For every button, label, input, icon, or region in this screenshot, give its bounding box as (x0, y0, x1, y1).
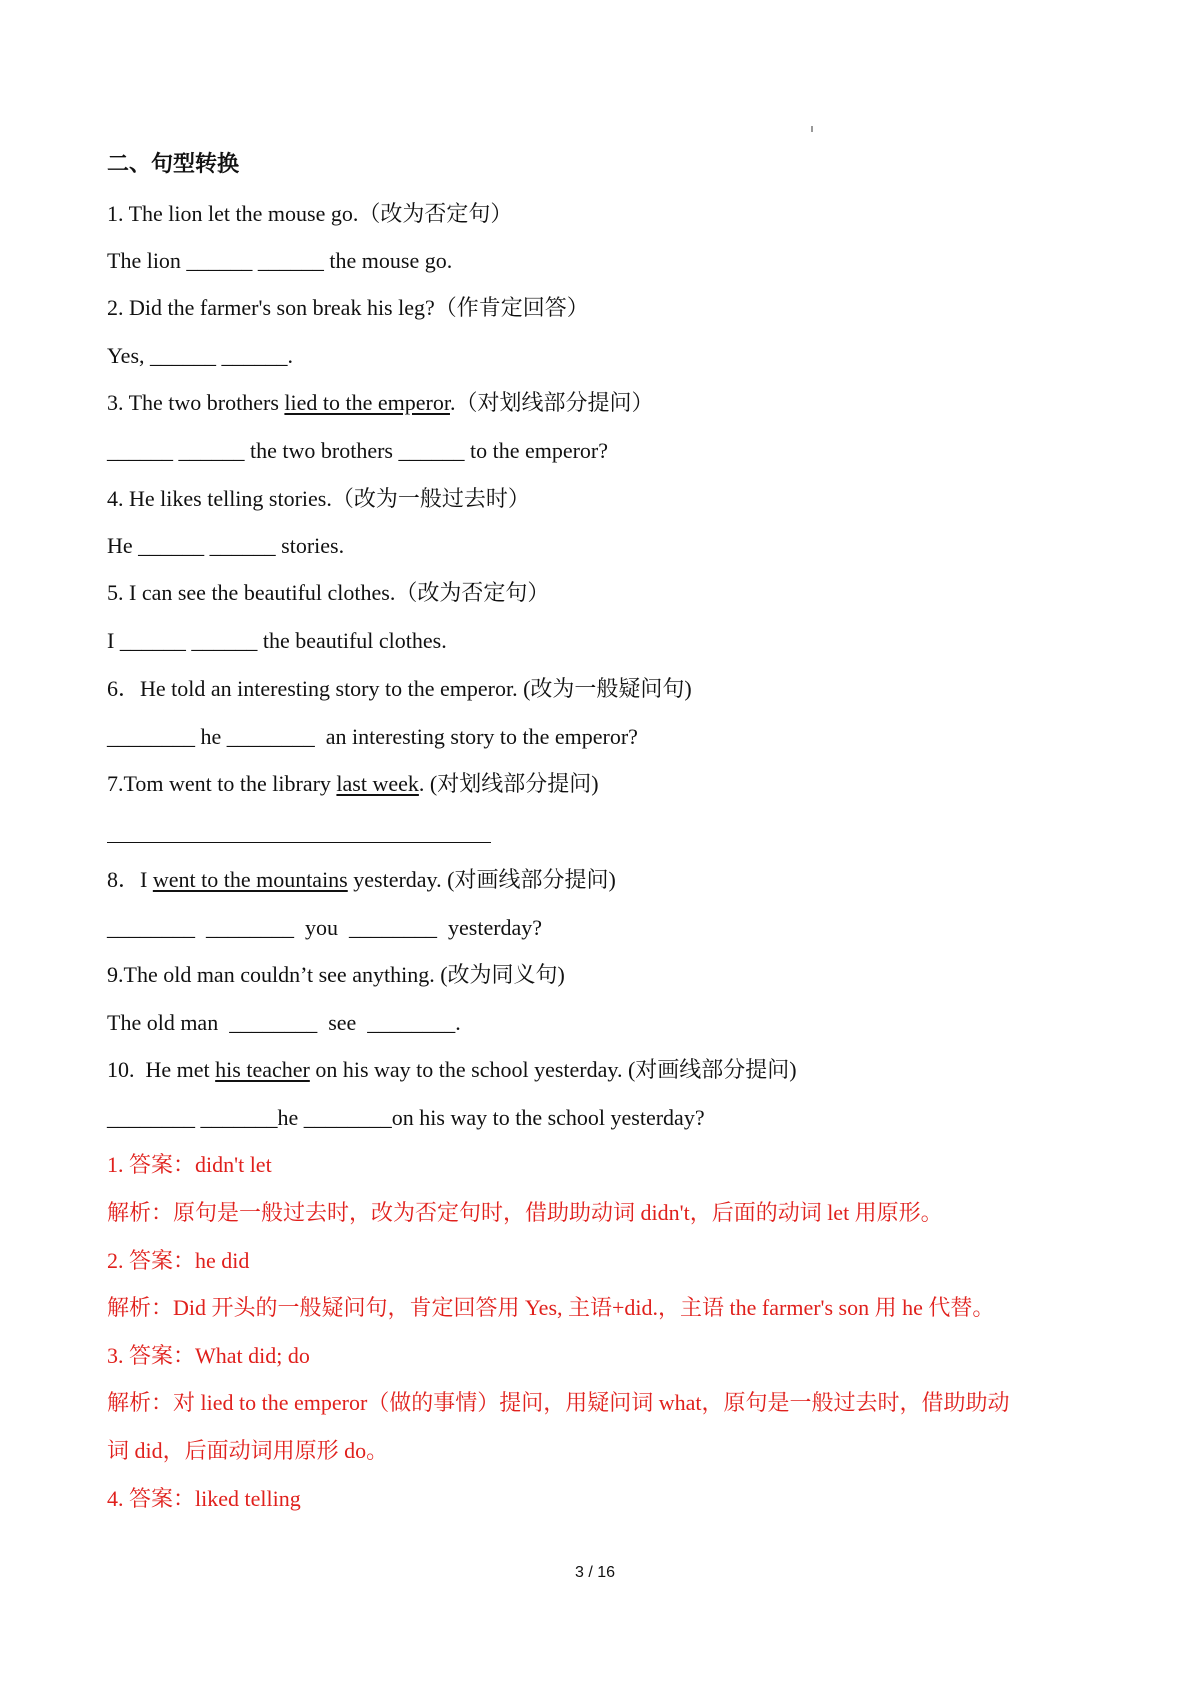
question-2-answer-line: Yes, ______ ______. (107, 343, 294, 368)
question-6-prompt: 6．He told an interesting story to the emperor. (改为一般疑问句) (107, 676, 692, 701)
question-3-text: 3. The two brothers (107, 390, 285, 415)
answer-4: 4. 答案：liked telling (107, 1486, 301, 1511)
explanation-3-line-2: 词 did，后面动词用原形 do。 (107, 1438, 389, 1463)
question-1-prompt: 1. The lion let the mouse go.（改为否定句） (107, 201, 513, 226)
question-3-instruction: .（对划线部分提问） (449, 390, 654, 415)
question-8-answer-line: ________ ________ you ________ yesterday? (107, 915, 543, 940)
stray-mark (811, 126, 813, 132)
section-heading: 二、句型转换 (107, 152, 240, 177)
question-3-answer-line: ______ ______ the two brothers ______ to the emperor? (107, 438, 609, 463)
question-8-text: 8．I (107, 867, 153, 892)
question-10-instruction: on his way to the school yesterday. (对画线部分提问) (309, 1057, 797, 1082)
answer-3: 3. 答案：What did; do (107, 1343, 310, 1368)
explanation-1: 解析：原句是一般过去时，改为否定句时，借助助动词 didn't，后面的动词 let 用原形。 (107, 1200, 943, 1225)
question-8-prompt (107, 869, 616, 891)
question-4-answer-line: He ______ ______ stories. (107, 533, 345, 558)
question-7-underlined: last week (336, 771, 419, 796)
question-10-underlined: his teacher (215, 1057, 310, 1082)
question-3-underlined: lied to the emperor (284, 390, 450, 415)
page-number: 3 / 16 (574, 1564, 616, 1581)
question-5-answer-line: I ______ ______ the beautiful clothes. (107, 628, 447, 653)
answer-1: 1. 答案：didn't let (107, 1152, 272, 1177)
question-10-prompt (107, 1059, 797, 1081)
question-5-prompt: 5. I can see the beautiful clothes.（改为否定句） (107, 580, 550, 605)
question-4-prompt: 4. He likes telling stories.（改为一般过去时） (107, 486, 530, 511)
question-7-instruction: . (对划线部分提问) (418, 771, 599, 796)
question-2-prompt: 2. Did the farmer's son break his leg?（作肯定回答） (107, 295, 589, 320)
question-7-answer-rule (107, 842, 491, 843)
answer-2: 2. 答案：he did (107, 1248, 250, 1273)
question-6-answer-line: ________ he ________ an interesting story to the emperor? (107, 724, 638, 749)
question-1-answer-line: The lion ______ ______ the mouse go. (107, 248, 453, 273)
explanation-2: 解析：Did 开头的一般疑问句，肯定回答用 Yes, 主语+did.，主语 the farmer's son 用 he 代替。 (107, 1295, 995, 1320)
question-9-prompt: 9.The old man couldn’t see anything. (改为同义句) (107, 962, 565, 987)
question-9-answer-line: The old man ________ see ________. (107, 1010, 461, 1035)
question-8-underlined: went to the mountains (152, 867, 348, 892)
question-10-answer-line: ________ _______he ________on his way to the school yesterday? (107, 1105, 705, 1130)
question-8-instruction: yesterday. (对画线部分提问) (347, 867, 616, 892)
question-7-prompt (107, 773, 599, 795)
question-10-text: 10. He met (107, 1057, 216, 1082)
explanation-3-line-1: 解析：对 lied to the emperor（做的事情）提问，用疑问词 what，原句是一般过去时，借助助动 (107, 1390, 1010, 1415)
question-7-text: 7.Tom went to the library (107, 771, 337, 796)
question-3-prompt (107, 392, 653, 414)
